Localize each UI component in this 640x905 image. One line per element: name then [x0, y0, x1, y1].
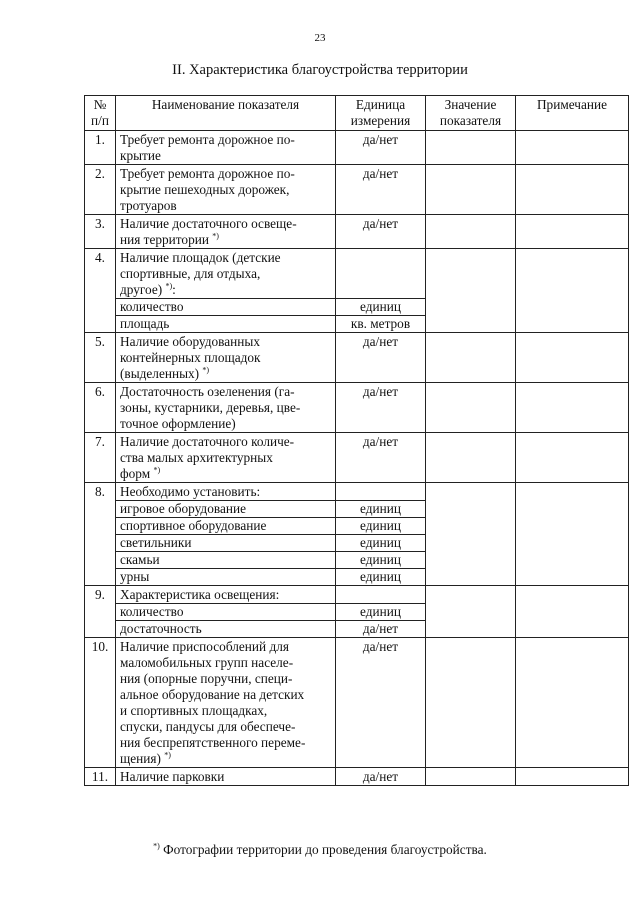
indicator-name-line: Наличие достаточного количе-: [120, 434, 295, 449]
sub-indicator-name: количество: [116, 604, 336, 621]
unit-of-measure: кв. метров: [336, 316, 426, 333]
table-row: [85, 586, 629, 604]
note-cell: [516, 586, 629, 638]
table-row: [85, 249, 629, 299]
table-row: [85, 165, 629, 215]
note-cell: [516, 383, 629, 433]
sub-indicator-name: скамьи: [116, 552, 336, 569]
territory-characteristics-table: [84, 95, 629, 786]
footnote-text: Фотографии территории до проведения благоустройства.: [159, 842, 487, 857]
indicator-name-line: Характеристика освещения:: [120, 587, 280, 602]
header-unit: [336, 96, 426, 131]
indicator-value-cell: [426, 383, 516, 433]
header-number-line: №: [93, 97, 107, 112]
indicator-name: [116, 768, 336, 786]
unit-of-measure: да/нет: [336, 333, 426, 383]
indicator-name-line: точное оформление): [120, 416, 236, 431]
indicator-name-line: Наличие площадок (детские: [120, 250, 281, 265]
footnote-reference: *): [153, 465, 161, 475]
table-row: [85, 433, 629, 483]
indicator-name: [116, 131, 336, 165]
indicator-name: [116, 586, 336, 604]
indicator-name: [116, 383, 336, 433]
indicator-name-line: ства малых архитектурных: [120, 450, 273, 465]
indicator-value-cell: [426, 215, 516, 249]
indicator-name-line: [120, 751, 331, 767]
section-title: II. Характеристика благоустройства территории: [172, 62, 468, 78]
unit-of-measure: да/нет: [336, 383, 426, 433]
indicator-name-text: другое): [120, 282, 163, 297]
footnote-reference: *): [212, 231, 219, 241]
indicator-name-line: Требует ремонта дорожное по-: [120, 166, 295, 181]
indicator-name-line: Наличие приспособлений для: [120, 639, 289, 654]
table-row: [85, 483, 629, 501]
indicator-name: [116, 215, 336, 249]
sub-indicator-name: спортивное оборудование: [116, 518, 336, 535]
unit-of-measure: да/нет: [336, 768, 426, 786]
indicator-name-line: крытие пешеходных дорожек,: [120, 182, 290, 197]
note-cell: [516, 165, 629, 215]
sub-indicator-name: количество: [116, 299, 336, 316]
footnote-reference: *): [164, 750, 171, 760]
unit-of-measure: [336, 586, 426, 604]
indicator-name-line: Наличие парковки: [120, 769, 225, 784]
indicator-name-line: Достаточность озеленения (га-: [120, 384, 295, 399]
table-row: [85, 333, 629, 383]
table-row: [85, 768, 629, 786]
indicator-name: [116, 638, 336, 768]
header-name: [116, 96, 336, 131]
header-value: [426, 96, 516, 131]
unit-of-measure: да/нет: [336, 433, 426, 483]
note-cell: [516, 215, 629, 249]
footnote: [0, 842, 640, 858]
indicator-name: [116, 165, 336, 215]
indicator-name-line: альное оборудование на детских: [120, 687, 305, 702]
indicator-name-text: ния территории: [120, 232, 209, 247]
unit-of-measure: да/нет: [336, 165, 426, 215]
indicator-value-cell: [426, 768, 516, 786]
indicator-value-cell: [426, 483, 516, 586]
indicator-name: [116, 433, 336, 483]
indicator-value-cell: [426, 165, 516, 215]
footnote-mark: *): [153, 841, 160, 851]
note-cell: [516, 483, 629, 586]
unit-of-measure: единиц: [336, 552, 426, 569]
indicator-name-line: ния беспрепятственного переме-: [120, 735, 306, 750]
header-value-line: Значение: [444, 97, 497, 112]
indicator-name-line: [120, 282, 331, 298]
header-number: [85, 96, 116, 131]
row-number: 1.: [85, 131, 116, 165]
header-value-line: показателя: [439, 113, 502, 128]
indicator-name-text: щения): [120, 751, 161, 766]
row-number: 4.: [85, 249, 116, 333]
row-number: 11.: [85, 768, 116, 786]
sub-indicator-name: светильники: [116, 535, 336, 552]
indicator-name-line: спуски, пандусы для обеспече-: [120, 719, 296, 734]
table-row: [85, 131, 629, 165]
unit-of-measure: да/нет: [336, 638, 426, 768]
row-number: 3.: [85, 215, 116, 249]
indicator-name-line: Необходимо установить:: [120, 484, 261, 499]
unit-of-measure: [336, 249, 426, 299]
footnote-reference: *): [165, 281, 173, 291]
indicator-name-tail: :: [172, 282, 176, 297]
sub-indicator-name: игровое оборудование: [116, 501, 336, 518]
page-number: 23: [314, 32, 326, 44]
indicator-name-line: Требует ремонта дорожное по-: [120, 132, 295, 147]
note-cell: [516, 333, 629, 383]
unit-of-measure: единиц: [336, 518, 426, 535]
row-number: 8.: [85, 483, 116, 586]
row-number: 5.: [85, 333, 116, 383]
indicator-name-line: маломобильных групп населе-: [120, 655, 294, 670]
unit-of-measure: единиц: [336, 604, 426, 621]
header-note: [516, 96, 629, 131]
header-note-text: Примечание: [536, 97, 608, 112]
table-body: [85, 131, 629, 786]
table-row: [85, 638, 629, 768]
indicator-name-text: форм: [120, 466, 151, 481]
note-cell: [516, 249, 629, 333]
indicator-name-line: [120, 466, 331, 482]
row-number: 2.: [85, 165, 116, 215]
unit-of-measure: единиц: [336, 299, 426, 316]
unit-of-measure: единиц: [336, 535, 426, 552]
indicator-name-line: Наличие оборудованных: [120, 334, 260, 349]
row-number: 7.: [85, 433, 116, 483]
note-cell: [516, 433, 629, 483]
indicator-value-cell: [426, 249, 516, 333]
unit-of-measure: [336, 483, 426, 501]
note-cell: [516, 131, 629, 165]
indicator-value-cell: [426, 638, 516, 768]
indicator-name-line: ния (опорные поручни, специ-: [120, 671, 293, 686]
sub-indicator-name: площадь: [116, 316, 336, 333]
header-number-line: п/п: [91, 113, 109, 128]
table-row: [85, 215, 629, 249]
indicator-value-cell: [426, 433, 516, 483]
unit-of-measure: единиц: [336, 501, 426, 518]
header-unit-line: измерения: [350, 113, 411, 128]
header-name-text: Наименование показателя: [151, 97, 300, 112]
indicator-name-line: [120, 232, 331, 248]
indicator-name: [116, 333, 336, 383]
footnote-reference: *): [202, 365, 210, 375]
indicator-value-cell: [426, 333, 516, 383]
indicator-name-line: крытие: [120, 148, 161, 163]
indicator-name-line: спортивные, для отдыха,: [120, 266, 261, 281]
indicator-name-line: зоны, кустарники, деревья, цве-: [120, 400, 301, 415]
unit-of-measure: да/нет: [336, 215, 426, 249]
indicator-value-cell: [426, 131, 516, 165]
indicator-name-line: и спортивных площадках,: [120, 703, 268, 718]
row-number: 10.: [85, 638, 116, 768]
indicator-name-line: тротуаров: [120, 198, 177, 213]
header-unit-line: Единица: [355, 97, 406, 112]
sub-indicator-name: достаточность: [116, 621, 336, 638]
indicator-name: [116, 483, 336, 501]
indicator-value-cell: [426, 586, 516, 638]
row-number: 9.: [85, 586, 116, 638]
indicator-name: [116, 249, 336, 299]
table-header-row: [85, 96, 629, 131]
indicator-name-line: контейнерных площадок: [120, 350, 261, 365]
note-cell: [516, 768, 629, 786]
sub-indicator-name: урны: [116, 569, 336, 586]
indicator-name-text: (выделенных): [120, 366, 200, 381]
row-number: 6.: [85, 383, 116, 433]
unit-of-measure: да/нет: [336, 131, 426, 165]
indicator-name-line: [120, 366, 331, 382]
table-row: [85, 383, 629, 433]
unit-of-measure: да/нет: [336, 621, 426, 638]
indicator-name-line: Наличие достаточного освеще-: [120, 216, 297, 231]
note-cell: [516, 638, 629, 768]
unit-of-measure: единиц: [336, 569, 426, 586]
